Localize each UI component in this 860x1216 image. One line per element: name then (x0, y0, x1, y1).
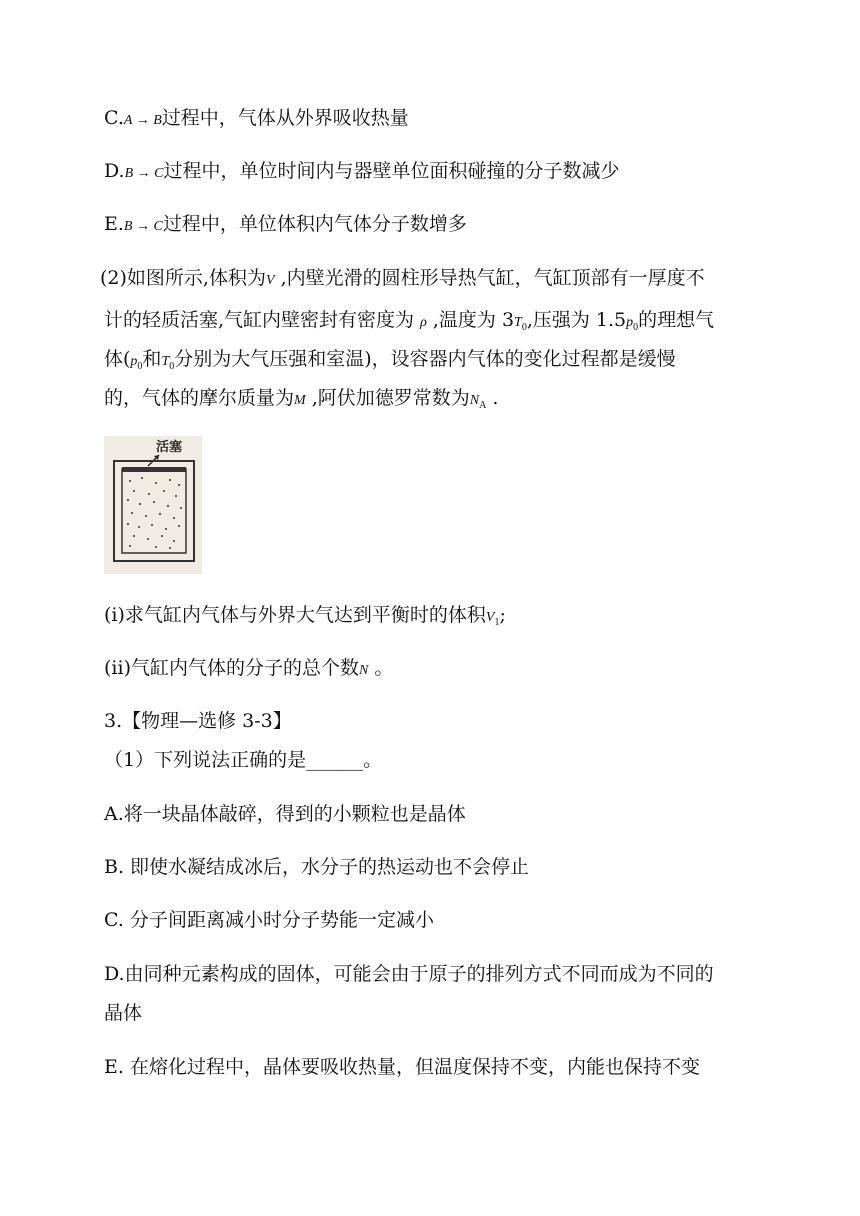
question-i: (i)求气缸内气体与外界大气达到平衡时的体积$V_1$; (104, 604, 506, 628)
cylinder-diagram (104, 436, 202, 574)
math-b-to-c: B → C (124, 166, 164, 181)
gas-molecules (127, 477, 182, 549)
math-b-to-c: B → C (123, 219, 163, 234)
option-d: D.B → C过程中，单位时间内与器壁单位面积碰撞的分子数减少 (104, 160, 620, 182)
section3-question1: （1）下列说法正确的是______。 (104, 749, 383, 771)
section3-option-e: E. 在熔化过程中，晶体要吸收热量，但温度保持不变，内能也保持不变 (104, 1056, 700, 1078)
problem2-line4: 的，气体的摩尔质量为M ,阿伏加德罗常数为$N_A$ . (104, 387, 499, 411)
cylinder-outer (114, 461, 194, 561)
piston-label: 活塞 (156, 440, 183, 455)
section3-option-d: D.由同种元素构成的固体，可能会由于原子的排列方式不同而成为不同的 (104, 963, 714, 985)
option-c: C.A → B过程中，气体从外界吸收热量 (104, 107, 409, 129)
section3-option-b: B. 即使水凝结成冰后，水分子的热运动也不会停止 (104, 856, 530, 878)
cylinder-inner (122, 469, 186, 553)
math-a-to-b: A → B (123, 113, 162, 128)
section3-option-c: C. 分子间距离减小时分子势能一定减小 (104, 909, 434, 931)
problem2-line2: 计的轻质活塞,气缸内壁密封有密度为 ρ ,温度为 $3T_0$,压强为 $1.5p_0$的理想气 (104, 309, 715, 333)
option-e: E.B → C过程中，单位体积内气体分子数增多 (104, 213, 467, 235)
section3-option-a: A.将一块晶体敲碎，得到的小颗粒也是晶体 (104, 803, 466, 825)
section3-heading: 3.【物理—选修 3-3】 (104, 710, 292, 732)
section3-option-d-cont: 晶体 (104, 1002, 143, 1024)
question-ii: (ii)气缸内气体的分子的总个数N 。 (104, 657, 394, 679)
piston (122, 467, 186, 472)
problem2-line1: (2)如图所示,体积为V ,内壁光滑的圆柱形导热气缸，气缸顶部有一厚度不 (100, 267, 705, 289)
cylinder-figure (104, 436, 202, 574)
problem2-line3: 体($p_0$和$T_0$分别为大气压强和室温)，设容器内气体的变化过程都是缓慢 (104, 348, 676, 372)
